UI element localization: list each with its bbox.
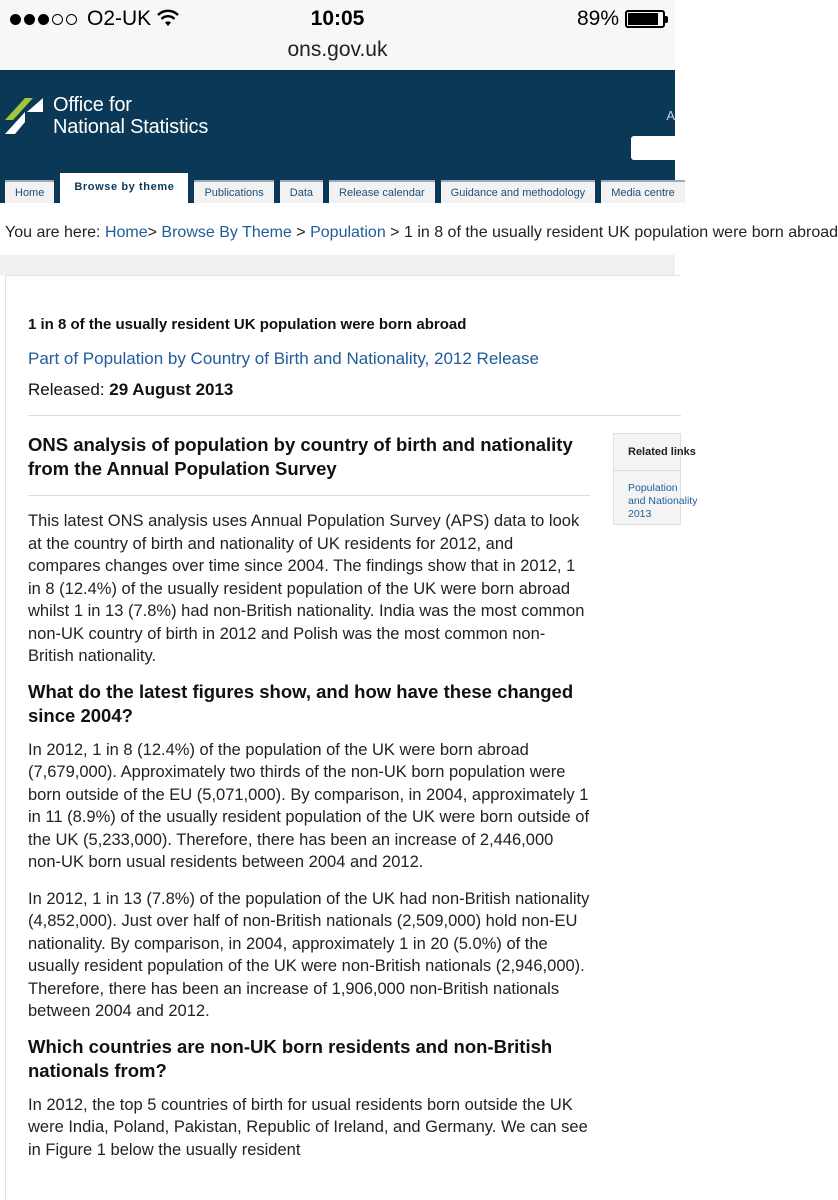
related-link-line-1: Population (628, 482, 678, 494)
breadcrumb-separator: > (390, 224, 400, 241)
section-figures-paragraph-2: In 2012, 1 in 13 (7.8%) of the population of the UK had non-British nationality (4,852,000). Just over half of non-British nationals (2,509,000) hold non-EU nationality. By comparison, in 2004, approximately 1 in 20 (5.0%) of the usually resident population of the UK were non-British nationals (2,946,000). Therefore, there has been an increase of 1,906,000 non-British nationals between 2004 and 2012. (28, 889, 590, 1020)
related-link[interactable] (614, 471, 698, 521)
section-heading-countries: Which countries are non-UK born residents and non-British nationals from? (28, 1035, 553, 1081)
address-bar[interactable]: ons.gov.uk (287, 38, 388, 61)
breadcrumb (5, 224, 838, 242)
related-links-box (613, 433, 698, 525)
section-figures-paragraph-1: In 2012, 1 in 8 (12.4%) of the population of the UK were born abroad (7,679,000). Approximately two thirds of the non-UK born population were born outside of the EU (5,071,000). By comparison, in 2004, approximately 1 in 11 (8.9%) of the usually resident population of the UK were born outside of the UK (5,233,000). Therefore, there has been an increase of 2,446,000 non-UK born usual residents between 2004 and 2012. (28, 740, 590, 871)
tab-browse-by-theme[interactable]: Browse by theme (60, 173, 188, 203)
breadcrumb-divider (0, 255, 675, 275)
release-title: 1 in 8 of the usually resident UK population were born abroad (28, 316, 467, 333)
clock: 10:05 (310, 7, 365, 30)
article-intro: This latest ONS analysis uses Annual Population Survey (APS) data to look at the country of birth and nationality of UK residents for 2012, and compares changes over time since 2004. The findings show that in 2012, 1 in 8 (12.4%) of the usually resident population of the UK were born abroad whilst 1 in 13 (7.8%) had non-British nationality. India was the most common non-UK country of birth in 2012 and Polish was the most common non-British nationality. (28, 512, 585, 665)
content-card (5, 275, 698, 1200)
breadcrumb-current: 1 in 8 of the usually resident UK population were born abroad (403, 224, 838, 241)
logo-line-1: Office for (53, 94, 132, 116)
header-edge-text: A (666, 108, 675, 123)
logo-line-2: National Statistics (53, 116, 209, 138)
breadcrumb-separator: > (296, 224, 306, 241)
breadcrumb-separator: > (147, 224, 157, 241)
released-date-value: 29 August 2013 (109, 380, 234, 399)
main-nav-tabs (0, 173, 691, 203)
related-link-line-2: and Nationality (628, 495, 698, 507)
breadcrumb-population-link[interactable]: Population (310, 224, 386, 241)
tab-guidance-methodology[interactable]: Guidance and methodology (441, 180, 596, 203)
divider (28, 415, 681, 416)
tab-data[interactable]: Data (280, 180, 323, 203)
article-body (28, 433, 590, 1161)
ons-logo-text (53, 94, 208, 138)
section-heading-figures: What do the latest figures show, and how have these changed since 2004? (28, 680, 574, 726)
battery-percent: 89% (576, 7, 619, 30)
tab-media-centre[interactable]: Media centre (601, 180, 685, 203)
ons-logo-icon (3, 94, 45, 136)
ons-logo[interactable] (3, 94, 208, 138)
release-date (28, 380, 233, 400)
search-input[interactable] (631, 136, 675, 160)
battery-status (577, 7, 665, 31)
section-countries-paragraph-1: In 2012, the top 5 countries of birth for usual residents born outside the UK were India, Poland, Pakistan, Republic of Ireland, and Germany. We can see in Figure 1 below the usually resident (28, 1095, 588, 1159)
breadcrumb-home-link[interactable]: Home (104, 224, 148, 241)
article-heading: ONS analysis of population by country of birth and nationality from the Annual Population Survey (28, 434, 573, 479)
breadcrumb-prefix: You are here: (5, 224, 101, 241)
divider (28, 495, 590, 496)
status-bar (0, 0, 675, 70)
related-links-title: Related links (628, 446, 696, 458)
related-link-line-3: 2013 (628, 508, 652, 520)
tab-publications[interactable]: Publications (194, 180, 273, 203)
carrier-name: O2-UK (87, 7, 152, 30)
release-series-link[interactable]: Part of Population by Country of Birth and Nationality, 2012 Release (28, 349, 539, 368)
tab-release-calendar[interactable]: Release calendar (329, 180, 435, 203)
tab-home[interactable]: Home (5, 180, 54, 203)
battery-icon (625, 10, 665, 28)
released-label: Released: (28, 380, 105, 399)
breadcrumb-theme-link[interactable]: Browse By Theme (161, 224, 292, 241)
